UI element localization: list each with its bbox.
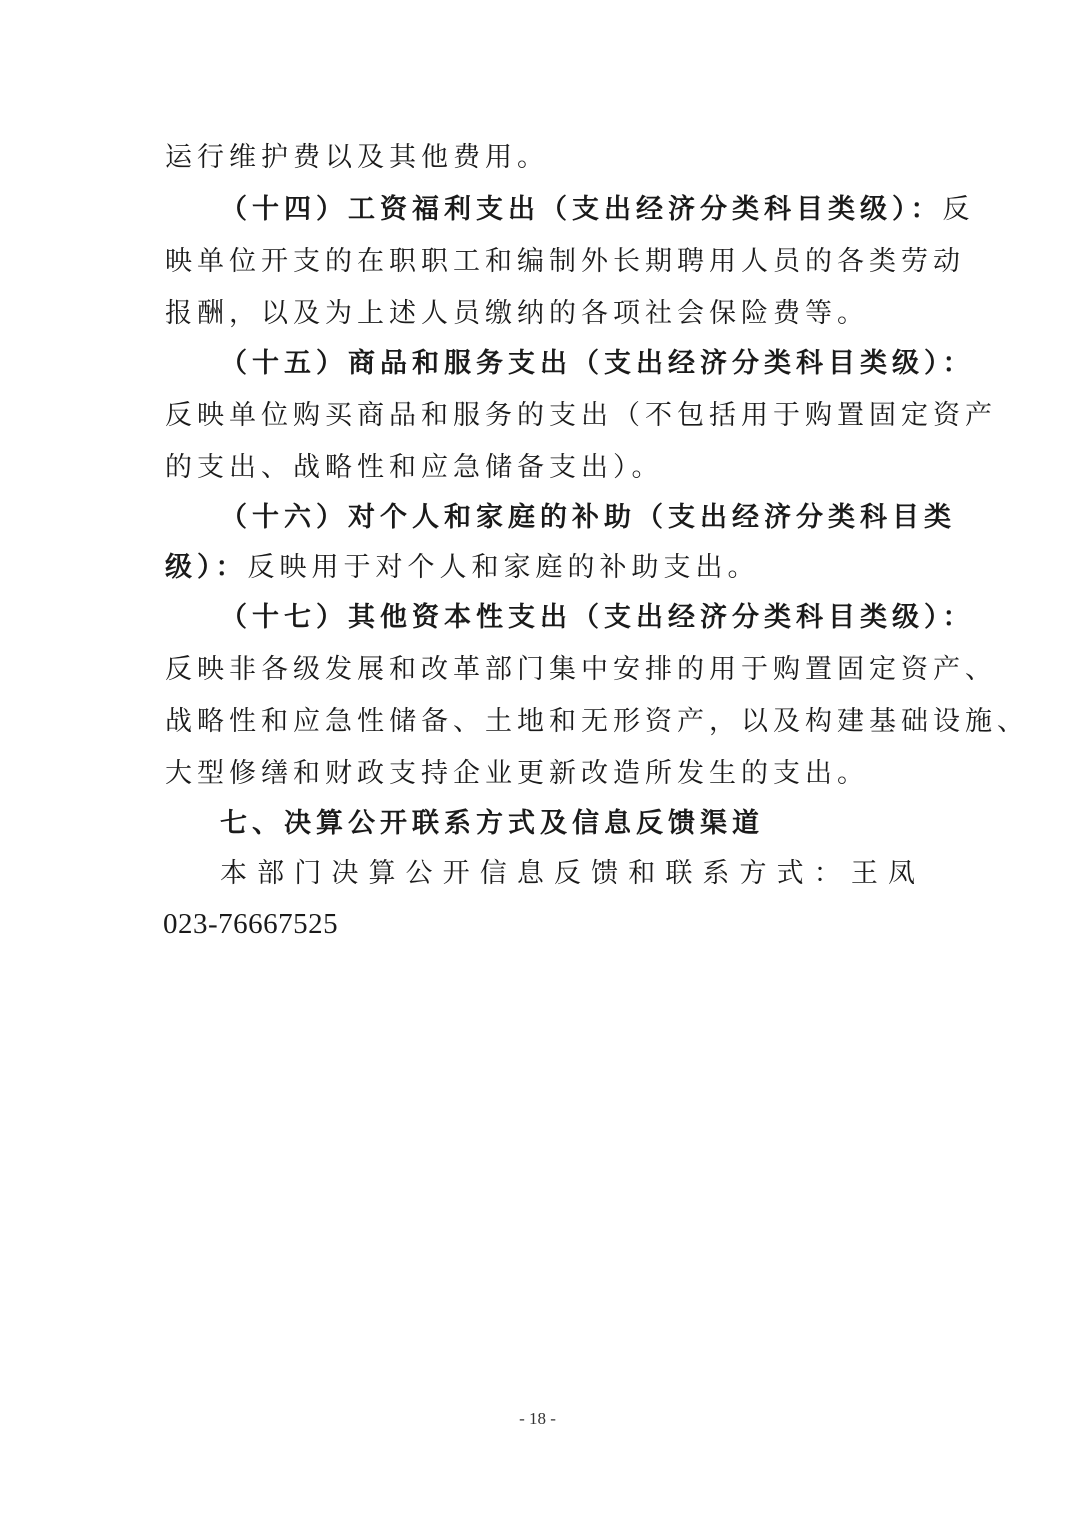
text-segment: 战略性和应急性储备、土地和无形资产，以及构建基础设施、 [165, 706, 1029, 737]
contact-label-char: 部 [257, 858, 285, 889]
contact-label-char: 王 [850, 858, 878, 889]
section-heading-line [220, 192, 975, 228]
bold-text-segment: （十四）工资福利支出（支出经济分类科目类级）： [220, 194, 943, 225]
contact-label-char: 公 [405, 858, 433, 889]
paragraph-line [165, 244, 965, 280]
contact-label-char: 息 [516, 858, 544, 889]
contact-label-char: 方 [739, 858, 767, 889]
contact-label-char: 联 [665, 858, 693, 889]
text-segment: 反映非各级发展和改革部门集中安排的用于购置固定资产、 [165, 654, 997, 685]
bold-text-segment: （十六）对个人和家庭的补助（支出经济分类科目类 [220, 502, 956, 533]
chapter-heading [220, 806, 915, 842]
contact-label-char: 和 [628, 858, 656, 889]
text-segment: 反映用于对个人和家庭的补助支出。 [247, 552, 760, 583]
paragraph-line [165, 704, 1029, 740]
text-segment: 反 [942, 194, 975, 225]
paragraph-line [165, 296, 915, 332]
text-segment: 映单位开支的在职职工和编制外长期聘用人员的各类劳动 [165, 246, 965, 277]
contact-label-char: 馈 [591, 858, 619, 889]
contact-label-char: 凤 [887, 858, 915, 889]
bold-text-segment: （十五）商品和服务支出（支出经济分类科目类级）： [220, 348, 975, 379]
text-segment: 报酬，以及为上述人员缴纳的各项社会保险费等。 [165, 298, 869, 329]
contact-label-char: 决 [331, 858, 359, 889]
contact-label-char: 门 [294, 858, 322, 889]
section-heading-line [220, 346, 975, 382]
contact-label-char: 算 [368, 858, 396, 889]
contact-label-char: 系 [702, 858, 730, 889]
paragraph-line [165, 756, 915, 792]
contact-phone: 023-76667525 [163, 908, 339, 940]
bold-text-segment: 级）： [165, 552, 248, 583]
paragraph-line [165, 398, 997, 434]
contact-label-line [220, 856, 915, 892]
contact-label-char: 开 [442, 858, 470, 889]
paragraph-line [165, 450, 915, 486]
contact-label-char: 式 [776, 858, 804, 889]
text-segment: 反映单位购买商品和服务的支出（不包括用于购置固定资产 [165, 400, 997, 431]
paragraph-line [165, 550, 915, 586]
text-segment: 的支出、战略性和应急储备支出）。 [165, 452, 664, 483]
text-segment: 大型修缮和财政支持企业更新改造所发生的支出。 [165, 758, 869, 789]
contact-label-char: 信 [479, 858, 507, 889]
section-heading-line [220, 600, 975, 636]
text-segment: 运行维护费以及其他费用。 [165, 142, 549, 173]
bold-text-segment: 七、决算公开联系方式及信息反馈渠道 [220, 808, 764, 839]
page-number: - 18 - [519, 1409, 556, 1428]
contact-label-char: 反 [553, 858, 581, 889]
contact-label-char: 本 [220, 858, 247, 889]
section-heading-line [220, 500, 956, 536]
paragraph-line [165, 652, 997, 688]
bold-text-segment: （十七）其他资本性支出（支出经济分类科目类级）： [220, 602, 975, 633]
contact-label-char: ： [813, 858, 841, 889]
paragraph-line [165, 140, 915, 176]
